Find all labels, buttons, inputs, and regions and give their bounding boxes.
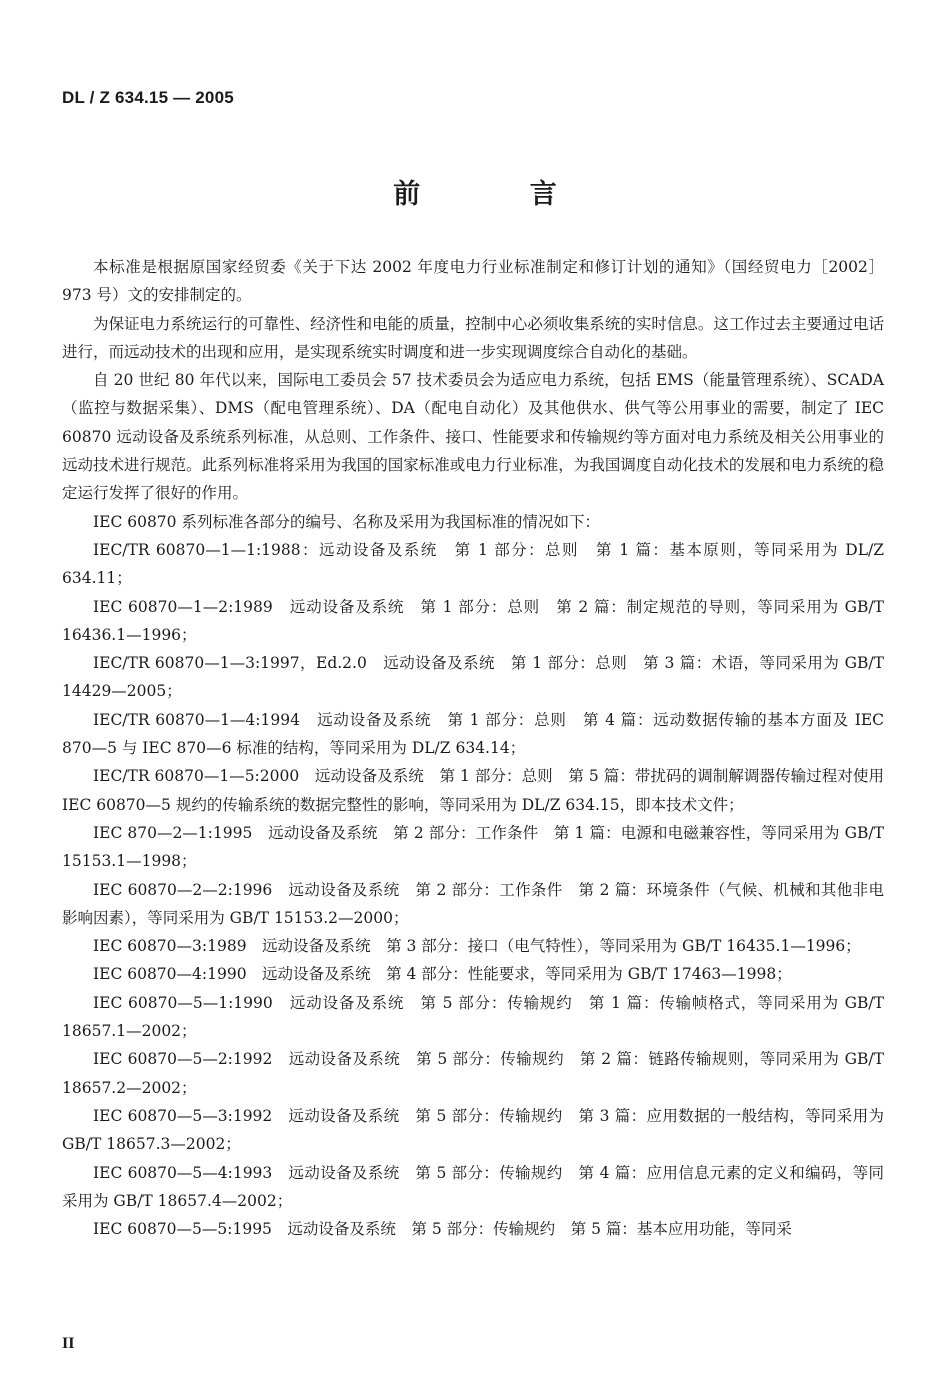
paragraph-purpose: 为保证电力系统运行的可靠性、经济性和电能的质量，控制中心必须收集系统的实时信息。这工作过去主要通过电话进行，而远动技术的出现和应用，是实现系统实时调度和进一步实现调度综合自动化的基础。 bbox=[62, 314, 884, 361]
paragraph-background: 自 20 世纪 80 年代以来，国际电工委员会 57 技术委员会为适应电力系统，包括 EMS（能量管理系统）、SCADA（监控与数据采集）、DMS（配电管理系统）、DA（配电自动化）及其他供水、供气等公用事业的需要，制定了 IEC 60870 远动设备及系统系列标准，从总则、工作条件、接口、性能要求和传输规约等方面对电力系统及相关公用事业的远动技术进行规范。此系列标准将采用为我国的国家标准或电力行业标准，为我国调度自动化技术的发展和电力系统的稳定运行发挥了很好的作用。 bbox=[62, 371, 884, 503]
standard-entry: IEC 60870—3:1989 远动设备及系统 第 3 部分：接口（电气特性），等同采用为 GB/T 16435.1—1996； bbox=[93, 937, 861, 956]
standard-entry: IEC/TR 60870—1—4:1994 远动设备及系统 第 1 部分：总则 第 4 篇：远动数据传输的基本方面及 IEC 870—5 与 IEC 870—6 标准的结构，等同采用为 DL/Z 634.14； bbox=[62, 710, 884, 758]
standard-entry: IEC 870—2—1:1995 远动设备及系统 第 2 部分：工作条件 第 1 篇：电源和电磁兼容性，等同采用为 GB/T 15153.1—1998； bbox=[62, 823, 884, 871]
standard-entry: IEC 60870—5—5:1995 远动设备及系统 第 5 部分：传输规约 第 5 篇：基本应用功能，等同采 bbox=[93, 1220, 792, 1239]
standard-entry: IEC 60870—5—1:1990 远动设备及系统 第 5 部分：传输规约 第 1 篇：传输帧格式，等同采用为 GB/T 18657.1—2002； bbox=[62, 993, 884, 1041]
standard-entry: IEC/TR 60870—1—5:2000 远动设备及系统 第 1 部分：总则 第 5 篇：带扰码的调制解调器传输过程对使用 IEC 60870—5 规约的传输系统的数据完整性的影响，等同采用为 DL/Z 634.15，即本技术文件； bbox=[62, 767, 884, 814]
paragraph-intro: 本标准是根据原国家经贸委《关于下达 2002 年度电力行业标准制定和修订计划的通知》（国经贸电力［2002］973 号）文的安排制定的。 bbox=[62, 258, 884, 305]
standard-entry: IEC 60870—4:1990 远动设备及系统 第 4 部分：性能要求，等同采用为 GB/T 17463—1998； bbox=[93, 965, 792, 984]
standard-entry: IEC/TR 60870—1—3:1997，Ed.2.0 远动设备及系统 第 1 部分：总则 第 3 篇：术语，等同采用为 GB/T 14429—2005； bbox=[62, 654, 884, 701]
standard-entry: IEC 60870—2—2:1996 远动设备及系统 第 2 部分：工作条件 第 2 篇：环境条件（气候、机械和其他非电影响因素），等同采用为 GB/T 15153.2—2000； bbox=[62, 880, 884, 927]
standard-entry: IEC 60870—5—3:1992 远动设备及系统 第 5 部分：传输规约 第 3 篇：应用数据的一般结构，等同采用为 GB/T 18657.3—2002； bbox=[62, 1106, 884, 1154]
document-code-header: DL / Z 634.15 — 2005 bbox=[62, 88, 234, 107]
standard-entry: IEC 60870—5—2:1992 远动设备及系统 第 5 部分：传输规约 第 2 篇：链路传输规则，等同采用为 GB/T 18657.2—2002； bbox=[62, 1050, 884, 1097]
preface-body bbox=[62, 253, 884, 1243]
standard-entry: IEC/TR 60870—1—1:1988：远动设备及系统 第 1 部分：总则 第 1 篇：基本原则，等同采用为 DL/Z 634.11； bbox=[62, 540, 884, 588]
paragraph-list-intro: IEC 60870 系列标准各部分的编号、名称及采用为我国标准的情况如下： bbox=[93, 512, 600, 531]
page-title: 前 言 bbox=[393, 179, 607, 210]
page-number: II bbox=[62, 1335, 75, 1352]
standard-entry: IEC 60870—5—4:1993 远动设备及系统 第 5 部分：传输规约 第 4 篇：应用信息元素的定义和编码，等同采用为 GB/T 18657.4—2002； bbox=[62, 1163, 884, 1210]
standard-entry: IEC 60870—1—2:1989 远动设备及系统 第 1 部分：总则 第 2 篇：制定规范的导则，等同采用为 GB/T 16436.1—1996； bbox=[62, 597, 884, 644]
